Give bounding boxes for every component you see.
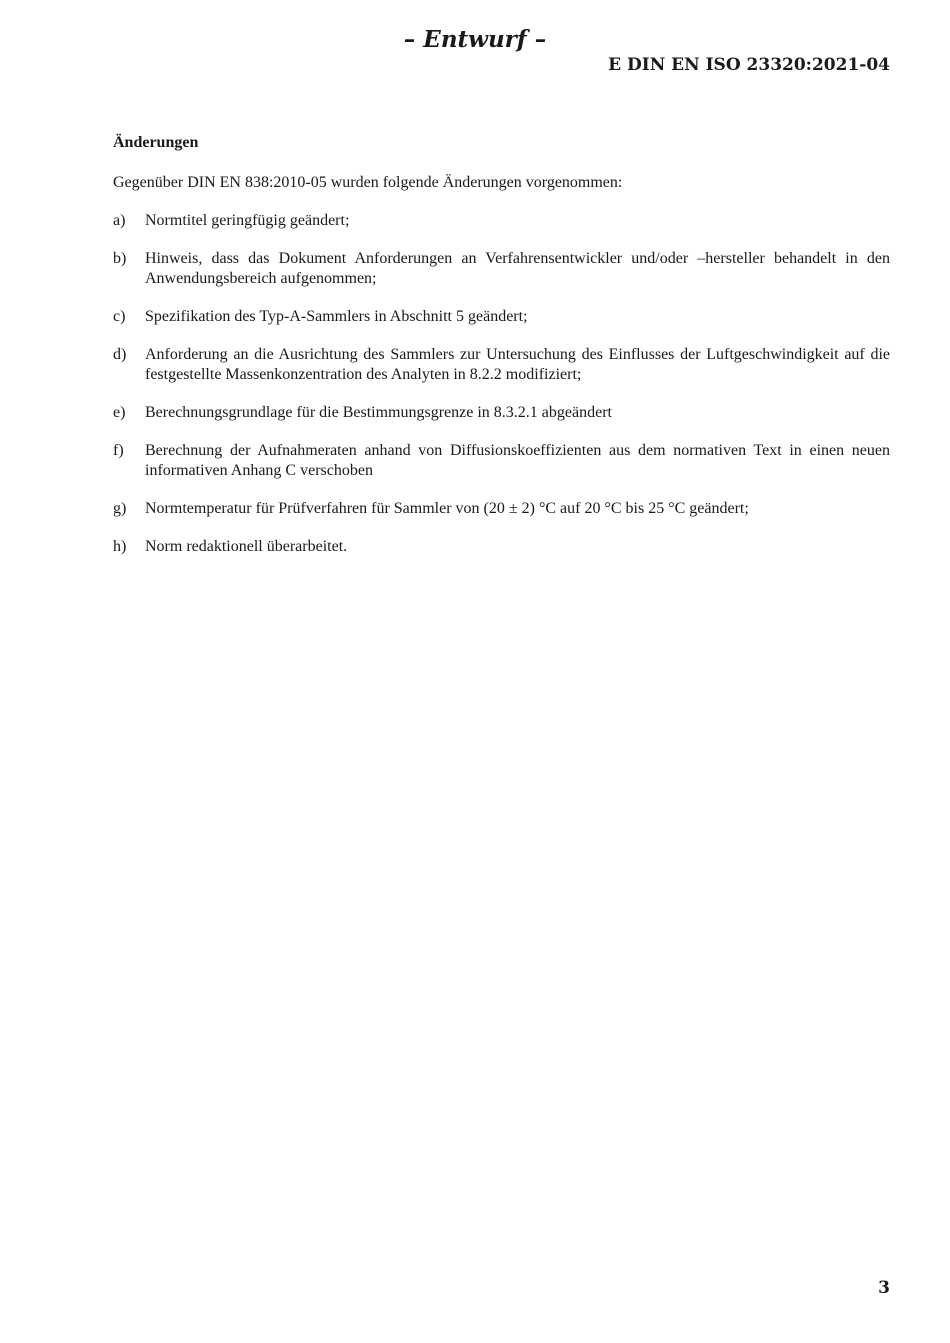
document-id: E DIN EN ISO 23320:2021-04 xyxy=(608,55,890,75)
list-item-marker: d) xyxy=(113,346,127,363)
changes-section xyxy=(113,132,890,575)
list-item-marker: h) xyxy=(113,538,127,555)
list-item xyxy=(113,403,890,423)
draft-label: – Entwurf – xyxy=(403,26,547,53)
page-number: 3 xyxy=(878,1278,890,1298)
list-item-marker: a) xyxy=(113,212,126,229)
list-item xyxy=(113,249,890,289)
list-item-marker: b) xyxy=(113,250,127,267)
list-item-text: Norm redaktionell überarbeitet. xyxy=(145,538,348,555)
list-item xyxy=(113,441,890,481)
list-item-text: Hinweis, dass das Dokument Anforderungen an Verfahrensentwickler und/oder –hersteller behandelt in den Anwendungsbereich aufgenommen; xyxy=(145,250,890,287)
list-item xyxy=(113,345,890,385)
list-item xyxy=(113,211,890,231)
list-item-marker: f) xyxy=(113,442,124,459)
list-item-text: Normtitel geringfügig geändert; xyxy=(145,212,350,229)
list-item-text: Spezifikation des Typ-A-Sammlers in Abschnitt 5 geändert; xyxy=(145,308,528,325)
list-item-text: Anforderung an die Ausrichtung des Sammlers zur Untersuchung des Einflusses der Luftgeschwindigkeit auf die festgestellte Massenkonzentration des Analyten in 8.2.2 modifiziert; xyxy=(145,346,890,383)
list-item-text: Berechnung der Aufnahmeraten anhand von Diffusionskoeffizienten aus dem normativen Text in einen neuen informativen Anhang C verschoben xyxy=(145,442,890,479)
list-item-marker: g) xyxy=(113,500,127,517)
list-item-marker: c) xyxy=(113,308,126,325)
list-item xyxy=(113,307,890,327)
section-heading: Änderungen xyxy=(113,134,199,151)
change-list xyxy=(113,211,890,557)
list-item-text: Normtemperatur für Prüfverfahren für Sammler von (20 ± 2) °C auf 20 °C bis 25 °C geändert; xyxy=(145,500,749,517)
list-item-marker: e) xyxy=(113,404,126,421)
intro-paragraph: Gegenüber DIN EN 838:2010-05 wurden folgende Änderungen vorgenommen: xyxy=(113,174,623,191)
list-item-text: Berechnungsgrundlage für die Bestimmungsgrenze in 8.3.2.1 abgeändert xyxy=(145,404,612,421)
list-item xyxy=(113,499,890,519)
list-item xyxy=(113,537,890,557)
